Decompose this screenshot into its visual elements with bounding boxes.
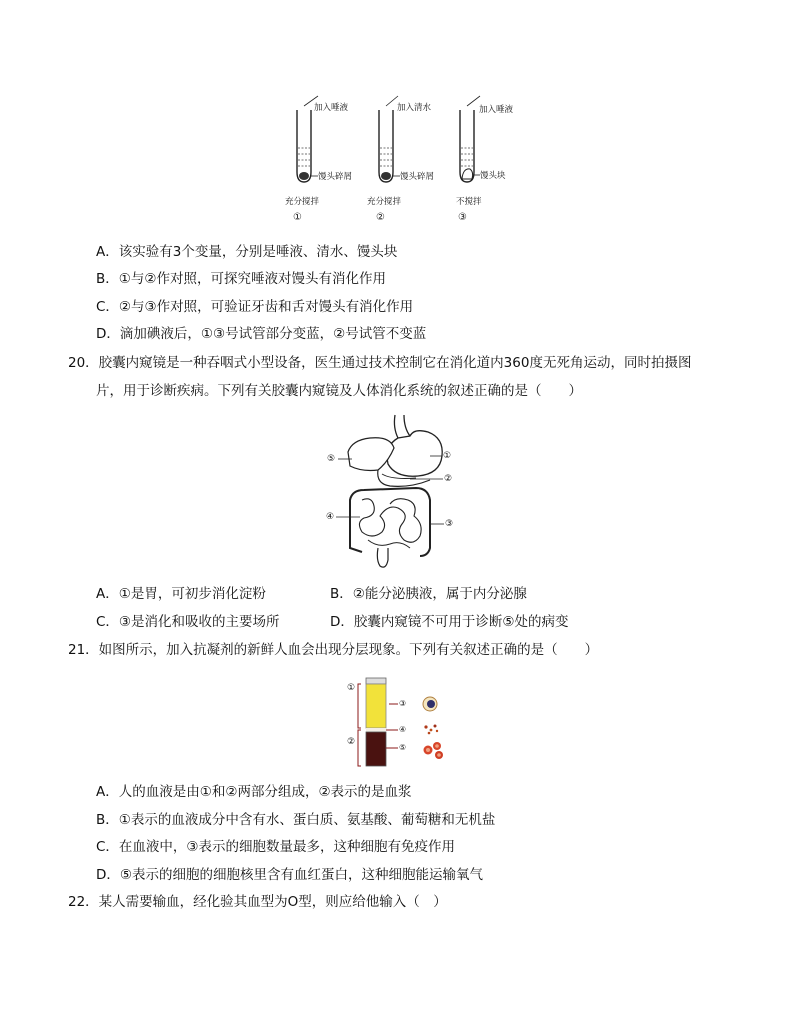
q19-option-b: B．①与②作对照，可探究唾液对馒头有消化作用 <box>96 271 386 287</box>
q20-option-b: B．②能分泌胰液，属于内分泌腺 <box>330 586 527 602</box>
platelet <box>424 725 427 728</box>
tube-1-number: ① <box>293 212 302 223</box>
blood-label-5: ⑤ <box>399 743 407 752</box>
digestive-label-4: ④ <box>326 512 335 522</box>
liver-outline <box>348 438 394 471</box>
q20-option-a: A．①是胃，可初步消化淀粉 <box>96 586 266 602</box>
q22-stem: 22．某人需要输血，经化验其血型为O型，则应给他输入（ ） <box>68 894 447 910</box>
tube-2-side-label: 馒头碎屑 <box>400 172 435 182</box>
stomach-outline <box>387 431 442 477</box>
plasma-layer <box>366 684 386 728</box>
blood-label-1: ① <box>347 683 356 693</box>
tube-3-number: ③ <box>458 212 467 223</box>
q21-option-a: A．人的血液是由①和②两部分组成，②表示的是血浆 <box>96 784 412 800</box>
red-cell-layer <box>366 732 386 766</box>
q21-stem: 21．如图所示，加入抗凝剂的新鲜人血会出现分层现象。下列有关叙述正确的是（ ） <box>68 642 599 658</box>
q21-option-d: D．⑤表示的细胞的细胞核里含有血红蛋白，这种细胞能运输氧气 <box>96 867 483 883</box>
tube-1-bottom-label: 充分搅拌 <box>285 197 320 207</box>
q19-option-c: C．②与③作对照，可验证牙齿和舌对馒头有消化作用 <box>96 299 414 315</box>
digestive-label-3: ③ <box>445 519 454 529</box>
q20-option-d: D．胶囊内窥镜不可用于诊断⑤处的病变 <box>330 614 569 630</box>
tube-2-top-label: 加入清水 <box>397 103 432 113</box>
large-intestine-outline <box>350 488 430 556</box>
tube-2-number: ② <box>376 212 385 223</box>
buffy-coat-layer <box>366 728 386 732</box>
tube-1-side-label: 馒头碎屑 <box>318 172 353 182</box>
q19-option-a: A．该实验有3个变量，分别是唾液、清水、馒头块 <box>96 244 398 260</box>
tube-3-top-label: 加入唾液 <box>479 105 514 115</box>
q19-option-d: D．滴加碘液后，①③号试管部分变蓝，②号试管不变蓝 <box>96 326 427 342</box>
blood-tube-drawing <box>0 0 794 120</box>
q20-stem-line1: 20．胶囊内窥镜是一种吞咽式小型设备，医生通过技术控制它在消化道内360度无死角运动，同时拍摄图 <box>68 355 692 371</box>
tube-2-bottom-label: 充分搅拌 <box>367 197 402 207</box>
blood-label-4: ④ <box>399 725 407 734</box>
q21-option-c: C．在血液中，③表示的细胞数量最多，这种细胞有免疫作用 <box>96 839 456 855</box>
tube-1-top-label: 加入唾液 <box>314 103 349 113</box>
digestive-label-2: ② <box>444 474 453 484</box>
tube-3-bottom-label: 不搅拌 <box>456 197 482 207</box>
digestive-label-1: ① <box>443 451 452 461</box>
q21-option-b: B．①表示的血液成分中含有水、蛋白质、氨基酸、葡萄糖和无机盐 <box>96 812 496 828</box>
tube-3-side-label: 馒头块 <box>480 171 506 181</box>
small-intestine-outline <box>359 499 421 543</box>
q20-stem-line2: 片，用于诊断疾病。下列有关胶囊内窥镜及人体消化系统的叙述正确的是（ ） <box>96 383 582 399</box>
q20-option-c: C．③是消化和吸收的主要场所 <box>96 614 280 630</box>
blood-label-3: ③ <box>399 699 407 708</box>
blood-label-2: ② <box>347 737 356 747</box>
digestive-label-5: ⑤ <box>327 454 336 464</box>
